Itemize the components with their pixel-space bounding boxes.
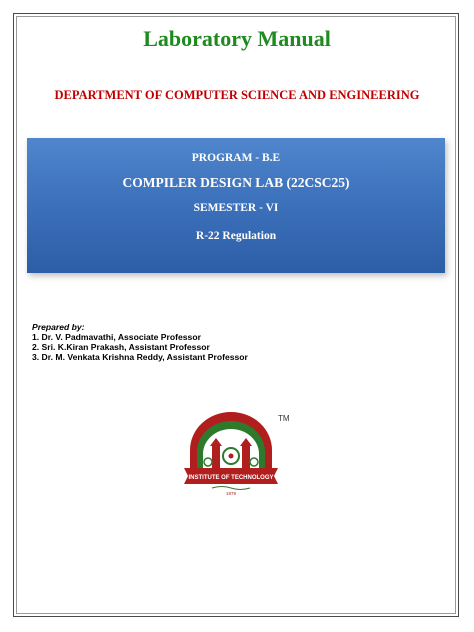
semester-label: SEMESTER - VI (193, 202, 279, 214)
author-item: 1. Dr. V. Padmavathi, Associate Professor (32, 332, 201, 342)
course-title: COMPILER DESIGN LAB (22CSC25) (122, 175, 350, 190)
institute-logo (182, 410, 280, 496)
regulation-label: R-22 Regulation (195, 230, 277, 242)
page-border-inner (16, 16, 456, 614)
author-item: 3. Dr. M. Venkata Krishna Reddy, Assistant Professor (32, 352, 248, 362)
course-info-band (27, 138, 445, 273)
logo-script-flourish (212, 487, 250, 490)
prepared-by-heading: Prepared by: (32, 322, 85, 332)
prepared-by-section (32, 322, 248, 362)
logo-year: 1979 (225, 491, 237, 496)
logo-ribbon-text: INSTITUTE OF TECHNOLOGY (188, 475, 274, 481)
manual-title: Laboratory Manual (143, 26, 331, 51)
logo-center-hub (229, 454, 234, 459)
logo-tower-right (242, 446, 250, 470)
logo-tower-left (212, 446, 220, 470)
author-item: 2. Sri. K.Kiran Prakash, Assistant Professor (32, 342, 210, 352)
trademark-mark: TM (278, 414, 290, 423)
program-label: PROGRAM - B.E (191, 152, 281, 164)
department-heading: DEPARTMENT OF COMPUTER SCIENCE AND ENGINEERING (54, 88, 420, 102)
